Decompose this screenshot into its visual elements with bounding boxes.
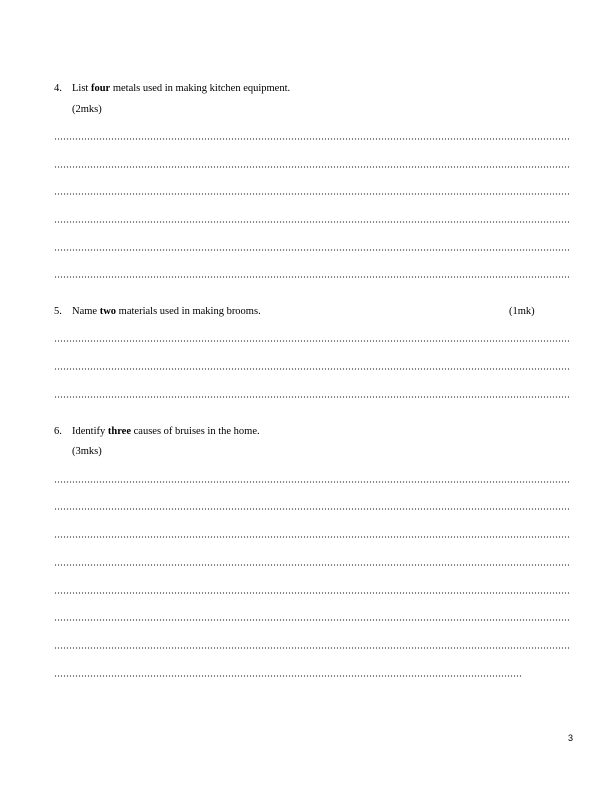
question-4-marks: (2mks) bbox=[72, 104, 102, 115]
answer-line[interactable] bbox=[54, 675, 522, 677]
question-number: 6. bbox=[54, 426, 62, 437]
answer-line[interactable] bbox=[54, 221, 570, 223]
question-number: 5. bbox=[54, 306, 62, 317]
answer-line[interactable] bbox=[54, 592, 570, 594]
answer-line[interactable] bbox=[54, 564, 570, 566]
answer-line[interactable] bbox=[54, 166, 570, 168]
question-6-text: 6. Identify three causes of bruises in the home. bbox=[54, 426, 260, 437]
question-number: 4. bbox=[54, 83, 62, 94]
answer-line[interactable] bbox=[54, 396, 570, 398]
answer-line[interactable] bbox=[54, 249, 570, 251]
question-5-marks: (1mk) bbox=[509, 306, 535, 317]
answer-line[interactable] bbox=[54, 340, 570, 342]
question-6-marks: (3mks) bbox=[72, 446, 102, 457]
question-5-text: 5. Name two materials used in making brooms. bbox=[54, 306, 261, 317]
answer-line[interactable] bbox=[54, 619, 570, 621]
answer-line[interactable] bbox=[54, 536, 570, 538]
page-number: 3 bbox=[568, 733, 574, 743]
answer-line[interactable] bbox=[54, 647, 570, 649]
answer-line[interactable] bbox=[54, 138, 570, 140]
answer-line[interactable] bbox=[54, 276, 570, 278]
answer-line[interactable] bbox=[54, 481, 570, 483]
answer-line[interactable] bbox=[54, 193, 570, 195]
answer-line[interactable] bbox=[54, 508, 570, 510]
question-4-text: 4. List four metals used in making kitchen equipment. bbox=[54, 83, 291, 94]
answer-line[interactable] bbox=[54, 368, 570, 370]
